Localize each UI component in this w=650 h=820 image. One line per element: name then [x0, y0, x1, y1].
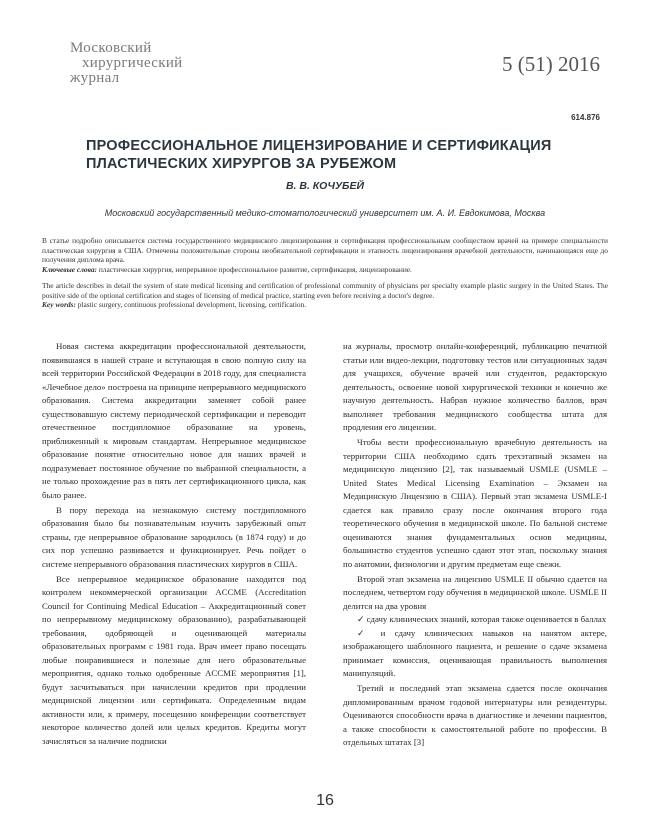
- body-column-left: [42, 340, 306, 748]
- abstract-en-text: The article describes in detail the system of state medical licensing and certification of professional community of physicians per specialty example plastic surgery in the United States. The positive side of the optional certification and stages of licensing of medical practice, starting even before receiving a doctor's degree.: [42, 281, 608, 300]
- journal-logo-line-2: [82, 55, 182, 71]
- body-paragraph: В пору перехода на незнакомую систему постдипломного образования было бы познавательным изучить зарубежный опыт страны, где непрерывное образование зародилось (в 1874 году) и до сих пор успешно развивается и функционирует. Речь пойдет о системе непрерывного образования пластических хирургов в США.: [42, 504, 306, 569]
- article-title: ПРОФЕССИОНАЛЬНОЕ ЛИЦЕНЗИРОВАНИЕ И СЕРТИФИКАЦИЯ ПЛАСТИЧЕСКИХ ХИРУРГОВ ЗА РУБЕЖОМ: [86, 138, 552, 172]
- page-number: 16: [316, 792, 334, 809]
- journal-logo-text-3: журнал: [70, 70, 120, 86]
- issue-number: 5 (51) 2016: [502, 52, 600, 76]
- body-list-item: ✓ и сдачу клинических навыков на нанятом актере, изображающего шаблонного пациента, и решение о сдаче экзамена принимает комиссия, оценивающая правильность выполнения манипуляций.: [343, 627, 607, 678]
- abstract-en-keywords: plastic surgery, continuous professional development, licensing, certification.: [75, 300, 307, 310]
- body-paragraph: Третий и последний этап экзамена сдается после окончания дипломированным врачом годовой интернатуры или резидентуры. Оцениваются способности врача в диагностике и лечении пациентов, а также способности к самостоятельной работе по профессии. В отдельных штатах [3]: [343, 683, 607, 747]
- body-list-item: ✓ сдачу клинических знаний, которая также оценивается в баллах: [357, 614, 607, 624]
- body-column-right: [343, 340, 607, 750]
- abstract-ru-keywords-label: Ключевые слова:: [42, 265, 97, 275]
- body-paragraph: на журналы, просмотр онлайн-конференций, публикацию печатной статьи или видео-лекции, подготовку тестов или ситуационных задач для учащихся, обучение врачей или студентов, редакторскую деятельность, освоение новой хирургической техники и конечно же научную деятельность. Набрав нужное количество баллов, врач выполняет требования медицинского сообщества штата для продления его лицензии.: [343, 341, 607, 432]
- article-affiliation: Московский государственный медико-стоматологический университет им. А. И. Евдокимова, Москва: [104, 208, 546, 218]
- abstract-ru-keywords: пластическая хирургия, непрерывное профессиональное развитие, сертификация, лицензирование.: [97, 265, 412, 275]
- body-paragraph: Второй этап экзамена на лицензию USMLE II обычно сдается на последнем, четвертом году обучения в медицинской школе. USMLE II делится на два уровня: [343, 573, 607, 611]
- abstract-en: [42, 281, 608, 310]
- udc-code: 614.876: [571, 113, 600, 122]
- abstract-ru: [42, 236, 608, 275]
- journal-logo-text-2: хирургический: [82, 55, 183, 71]
- body-paragraph: Чтобы вести профессиональную врачебную деятельность на территории США необходимо сдать трехэтапный экзамен на медицинскую лицензию [2], так называемый USMLE (USMLE – United States Medical Licensing Examination – Экзамен на Медицинскую Лицензию в США). Первый этап экзамена USMLE-I сдается как правило сразу после окончания второго года теоретического обучения в медицинской школе. По бальной системе оцениваются знания фундаментальных основ медицины, большинство студентов успешно сдают этот этап, поскольку знания по анатомии, физиологии и другим предметам еще свежи.: [343, 437, 607, 569]
- journal-logo-line-3: [70, 70, 119, 86]
- body-paragraph: Новая система аккредитации профессиональной деятельности, появившаяся в нашей стране и вступающая в свою полную силу на всей территории Российской Федерации в 2018 году, для специалиста «Лечебное дело» построена на принципе непрерывного медицинского образования. Система аккредитации заменяет собой ранее существовавшую систему периодической сертификации и переводит отечественное постдипломное образование на уровень, приближенный к мировым стандартам. Непрерывное медицинское образование понятие относительно новое для наших врачей и подразумевает постоянное обучение по выбранной специальности, а не только прохождение раз в пять лет сертификационного цикла, как было ранее.: [42, 341, 306, 500]
- journal-logo-text-1: Московский: [70, 40, 152, 56]
- abstract-en-keywords-label: Key words:: [42, 300, 76, 310]
- body-paragraph: Все непрерывное медицинское образование находится под контролем некоммерческой организации ACCME (Accreditation Council for Continuing Medical Education – Аккредитационный совет по непрерывному медицинскому образованию), разрабатывающей требования, одобряющей и оценивающей материалы образовательных программ с 1981 года. Врач имеет право посещать любые понравившиеся и полезные для него образовательные мероприятия, однако только одобренные ACCME мероприятия [1], будут засчитываться при начислении кредитов при продлении медицинской лицензии или сертификата. Определенным видам активности или, к примеру, посещению конференции соответствует некоторое количество долей или целых кредитов. Кредиты могут зачисляться за наличие подписки: [42, 573, 306, 746]
- abstract-ru-text: В статье подробно описывается система государственного медицинского лицензирования и сертификация профессиональным сообществом врачей на примере специальности пластическая хирургия в США. Отмечены положительные стороны необязательной сертификации и этапность лицензирования врачебной деятельности, начинающаяся еще до получения диплома врача.: [42, 236, 608, 265]
- article-author: В. В. КОЧУБЕЙ: [285, 180, 365, 192]
- journal-logo-line-1: [70, 40, 152, 56]
